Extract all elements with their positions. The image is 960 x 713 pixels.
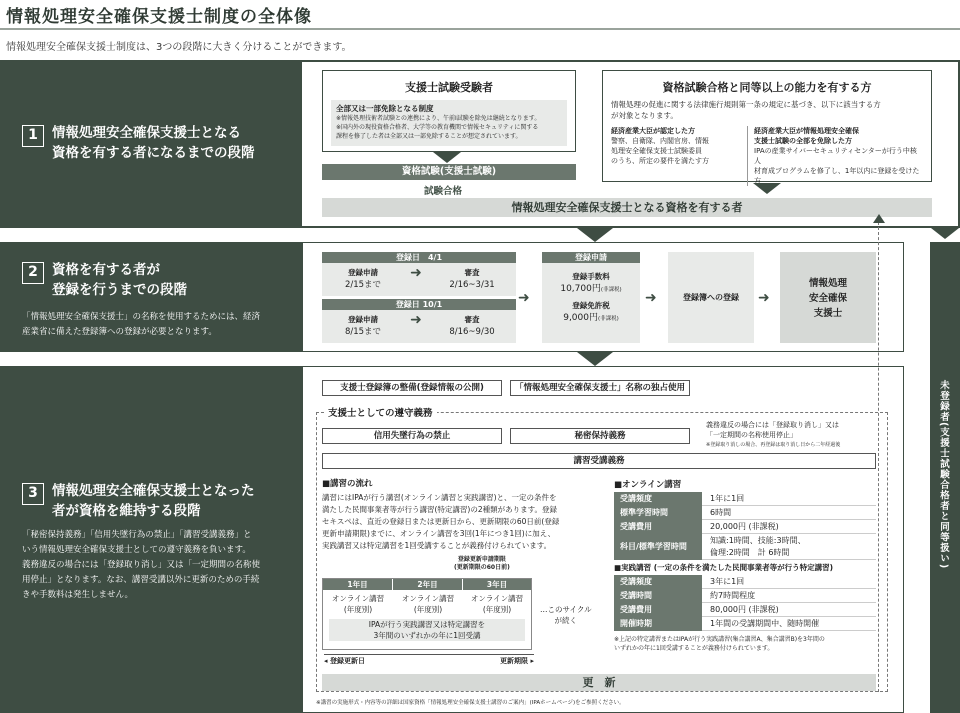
- footnote: ※講習の実施形式・内容等の詳細は国家資格「情報処理安全確保支援士講習のご案内」(IPAホームページ)をご参照ください。: [316, 700, 625, 706]
- arrow-down-1: [577, 228, 613, 242]
- arrow-down-2: [577, 352, 613, 366]
- qualified-bar: 情報処理安全確保支援士となる資格を有する者: [322, 198, 932, 217]
- section1-heading: 情報処理安全確保支援士となる 資格を有する者になるまでの段階: [52, 125, 255, 161]
- deadline-label: 登録更新申請期限 (更新期限の60日前): [454, 556, 510, 571]
- violation-note: 義務違反の場合には「登録取り消し」又は 「一定期間の名称使用停止」 ※登録取り消しの場合、再登録は取り消し日から二年経過後: [706, 421, 841, 448]
- cycle-timeline: ◂ 登録更新日 更新期限 ▸: [324, 654, 534, 666]
- page-title: 情報処理安全確保支援士制度の全体像: [6, 7, 312, 27]
- section2-heading: 資格を有する者が 登録を行うまでの段階: [52, 262, 187, 298]
- registry-box: 登録簿への登録: [668, 252, 754, 343]
- cycle-table: 1年目 2年目 3年目 オンライン講習 (年度別) オンライン講習 (年度別) オンライン講習 (年度別) IPAが行う実践講習又は特定講習を 3年間のいずれかの年に1回受講: [322, 578, 532, 650]
- duty-confidentiality: 秘密保持義務: [510, 428, 690, 444]
- duties-title: 支援士としての遵守義務: [324, 405, 437, 419]
- page-subtitle: 情報処理安全確保支援士制度は、3つの段階に大きく分けることができます。: [6, 42, 352, 53]
- arrow-down-exam: [433, 152, 461, 163]
- exam-bar: 資格試験(支援士試験): [322, 164, 576, 180]
- arrow-right-3: ➜: [758, 290, 770, 306]
- fee-box: 登録申請 登録手数料 10,700円(非課税) 登録免許税 9,000円(非課税): [542, 252, 640, 343]
- arrow-down-equiv: [753, 183, 781, 194]
- section3-number: 3: [22, 483, 44, 505]
- arrow-right-1: ➜: [518, 290, 530, 306]
- renewal-loop-line: [878, 222, 879, 692]
- section3-desc: 「秘密保持義務」「信用失墜行為の禁止」「講習受講義務」と いう情報処理安全確保支援士としての遵守義務を負います。 義務違反の場合には「登録取り消し」又は「一定期間の名称使 用停止」となります。なお、講習受講以外に更新のための手続 きや手数料は発生しません。: [22, 530, 261, 600]
- exclusive-title-use: 「情報処理安全確保支援士」名称の独占使用: [510, 380, 690, 396]
- section3-heading: 情報処理安全確保支援士となった 者が資格を維持する段階: [52, 483, 255, 519]
- renewal-bar: 更 新: [322, 674, 876, 691]
- cycle-continues: …このサイクル が続く: [540, 605, 592, 625]
- arrow-right-2: ➜: [645, 290, 657, 306]
- reg-october-box: 登録日 10/1 登録申請 8/15まで ➜ 審査 8/16~9/30: [322, 299, 516, 343]
- registry-maintenance: 支援士登録簿の整備(登録情報の公開): [322, 380, 502, 396]
- exam-taker-box: 支援士試験受験者 全部又は一部免除となる制度 ※情報処理技術者試験との連携により、午前Ⅰ試験を除免は継続となります。 ※国内外の現役資格合格者、大学等の教育機関で情報セキュリティに関する 課程を修了した者は全部又は一部免除することが想定されています。: [322, 70, 576, 152]
- arrow-down-side: [931, 228, 959, 239]
- duty-training: 講習受講義務: [322, 453, 876, 469]
- reg-april-box: 登録日 4/1 登録申請 2/15まで ➜ 審査 2/16~3/31: [322, 252, 516, 296]
- pass-label: 試験合格: [424, 186, 463, 197]
- online-course-table: ■オンライン講習 受講頻度 1年に1回 標準学習時間 6時間 受講費用 20,000円 (非課税) 科目/標準学習時間 知識:1時間、技能:3時間、 倫理:2時間 計 6時間: [614, 478, 876, 560]
- result-box: 情報処理 安全確保 支援士: [780, 252, 876, 343]
- practice-course-table: ■実践講習 (一定の条件を満たした民間事業者等が行う特定講習) 受講頻度 3年に1回 受講時間 約7時間程度 受講費用 80,000円 (非課税) 開催時期 1年間の受講期間中、随時開催 ※上記の特定講習またはIPAが行う実践講習(集合講習A、集合講習B)を3年間の いずれかの年に1回受講することが義務付けられています。: [614, 562, 876, 653]
- section2-number: 2: [22, 262, 44, 284]
- renewal-loop-arrowhead: [873, 214, 885, 223]
- section1-number: 1: [22, 125, 44, 147]
- training-flow: ■講習の流れ 講習にはIPAが行う講習(オンライン講習と実践講習)と、一定の条件を 満たした民間事業者等が行う講習(特定講習)の2種類があります。登録 セキスペは、直近の登録日または更新日から、更新期限の60日前(登録 更新申請期限)までに、オンライン講習を3回(1年につき1回)に加え、 実践講習又は特定講習を1回受講することが義務付けられています。: [322, 479, 560, 550]
- unregistered-label: 未登録者(支援士試験合格者と同等扱い): [938, 380, 949, 570]
- equivalent-box: 資格試験合格と同等以上の能力を有する方 情報処理の促進に関する法律施行規則第一条の規定に基づき、以下に該当する方 が対象となります。 経済産業大臣が認定した方 警察、自衛隊、内閣官房、情報 処理安全確保支援士試験委員 のうち、所定の要件を満たす方 経済産業大臣が情報処理安全確保 支援士試験の全部を免除した方 IPAの産業サイバーセキュリティセンターが行う中核人 材育成プログラムを修了し、1年以内に登録を受けた方: [602, 70, 932, 182]
- duty-no-discredit: 信用失墜行為の禁止: [322, 428, 502, 444]
- section2-desc: 「情報処理安全確保支援士」の名称を使用するためには、経済 産業省に備えた登録簿への登録が必要となります。: [22, 312, 261, 337]
- title-rule: [0, 28, 960, 30]
